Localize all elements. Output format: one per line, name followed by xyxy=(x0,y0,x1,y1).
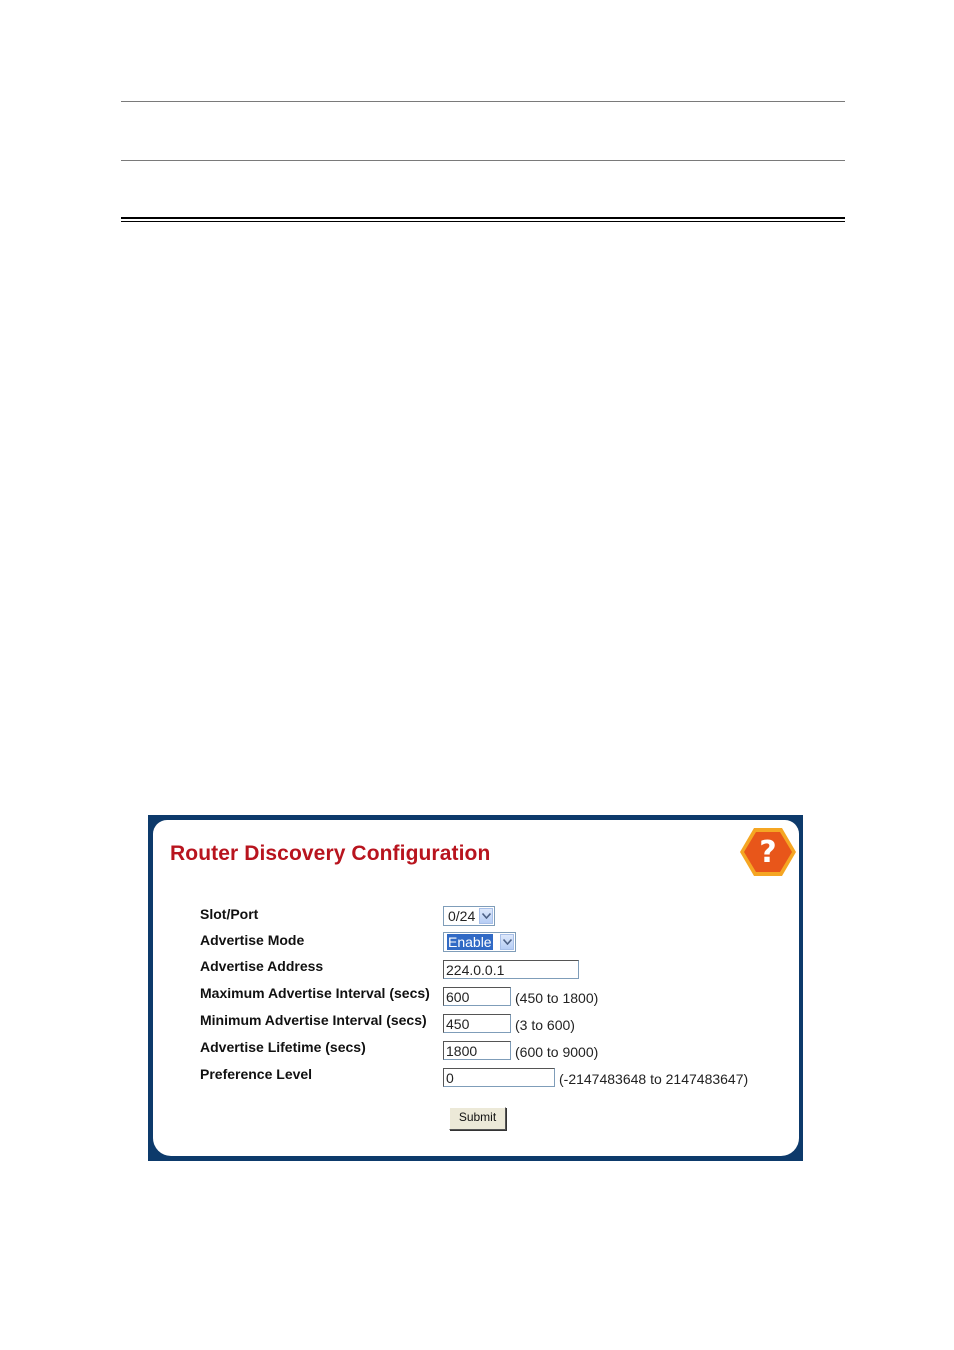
max-interval-range: (450 to 1800) xyxy=(515,990,599,1006)
min-interval-input[interactable]: 450 xyxy=(443,1014,511,1033)
middle-divider xyxy=(121,160,845,161)
slot-port-value: 0/24 xyxy=(448,908,476,924)
preference-level-range: (-2147483648 to 2147483647) xyxy=(559,1071,749,1087)
advertise-mode-select[interactable] xyxy=(443,932,516,952)
advertise-mode-label: Advertise Mode xyxy=(200,932,305,948)
lifetime-input[interactable]: 1800 xyxy=(443,1041,511,1060)
double-divider-top xyxy=(121,217,845,219)
min-interval-label: Minimum Advertise Interval (secs) xyxy=(200,1012,427,1028)
page-title: Router Discovery Configuration xyxy=(170,842,491,865)
advertise-address-input[interactable]: 224.0.0.1 xyxy=(443,960,579,979)
lifetime-label: Advertise Lifetime (secs) xyxy=(200,1039,366,1055)
max-interval-input[interactable]: 600 xyxy=(443,987,511,1006)
min-interval-range: (3 to 600) xyxy=(515,1017,575,1033)
svg-text:?: ? xyxy=(759,835,777,870)
advertise-address-label: Advertise Address xyxy=(200,958,324,974)
advertise-mode-value: Enable xyxy=(448,934,492,950)
slot-port-select[interactable] xyxy=(443,906,495,926)
top-divider xyxy=(121,101,845,102)
router-discovery-frame xyxy=(148,815,803,1161)
submit-button[interactable]: Submit xyxy=(449,1107,506,1130)
help-question-icon[interactable] xyxy=(739,826,797,878)
preference-level-label: Preference Level xyxy=(200,1066,313,1082)
slot-port-label: Slot/Port xyxy=(200,906,259,922)
max-interval-label: Maximum Advertise Interval (secs) xyxy=(200,985,430,1001)
preference-level-input[interactable]: 0 xyxy=(443,1068,555,1087)
lifetime-range: (600 to 9000) xyxy=(515,1044,599,1060)
chevron-down-icon[interactable] xyxy=(500,934,514,950)
double-divider-bottom xyxy=(121,221,845,222)
chevron-down-icon[interactable] xyxy=(479,908,493,924)
router-discovery-panel xyxy=(153,820,799,1156)
